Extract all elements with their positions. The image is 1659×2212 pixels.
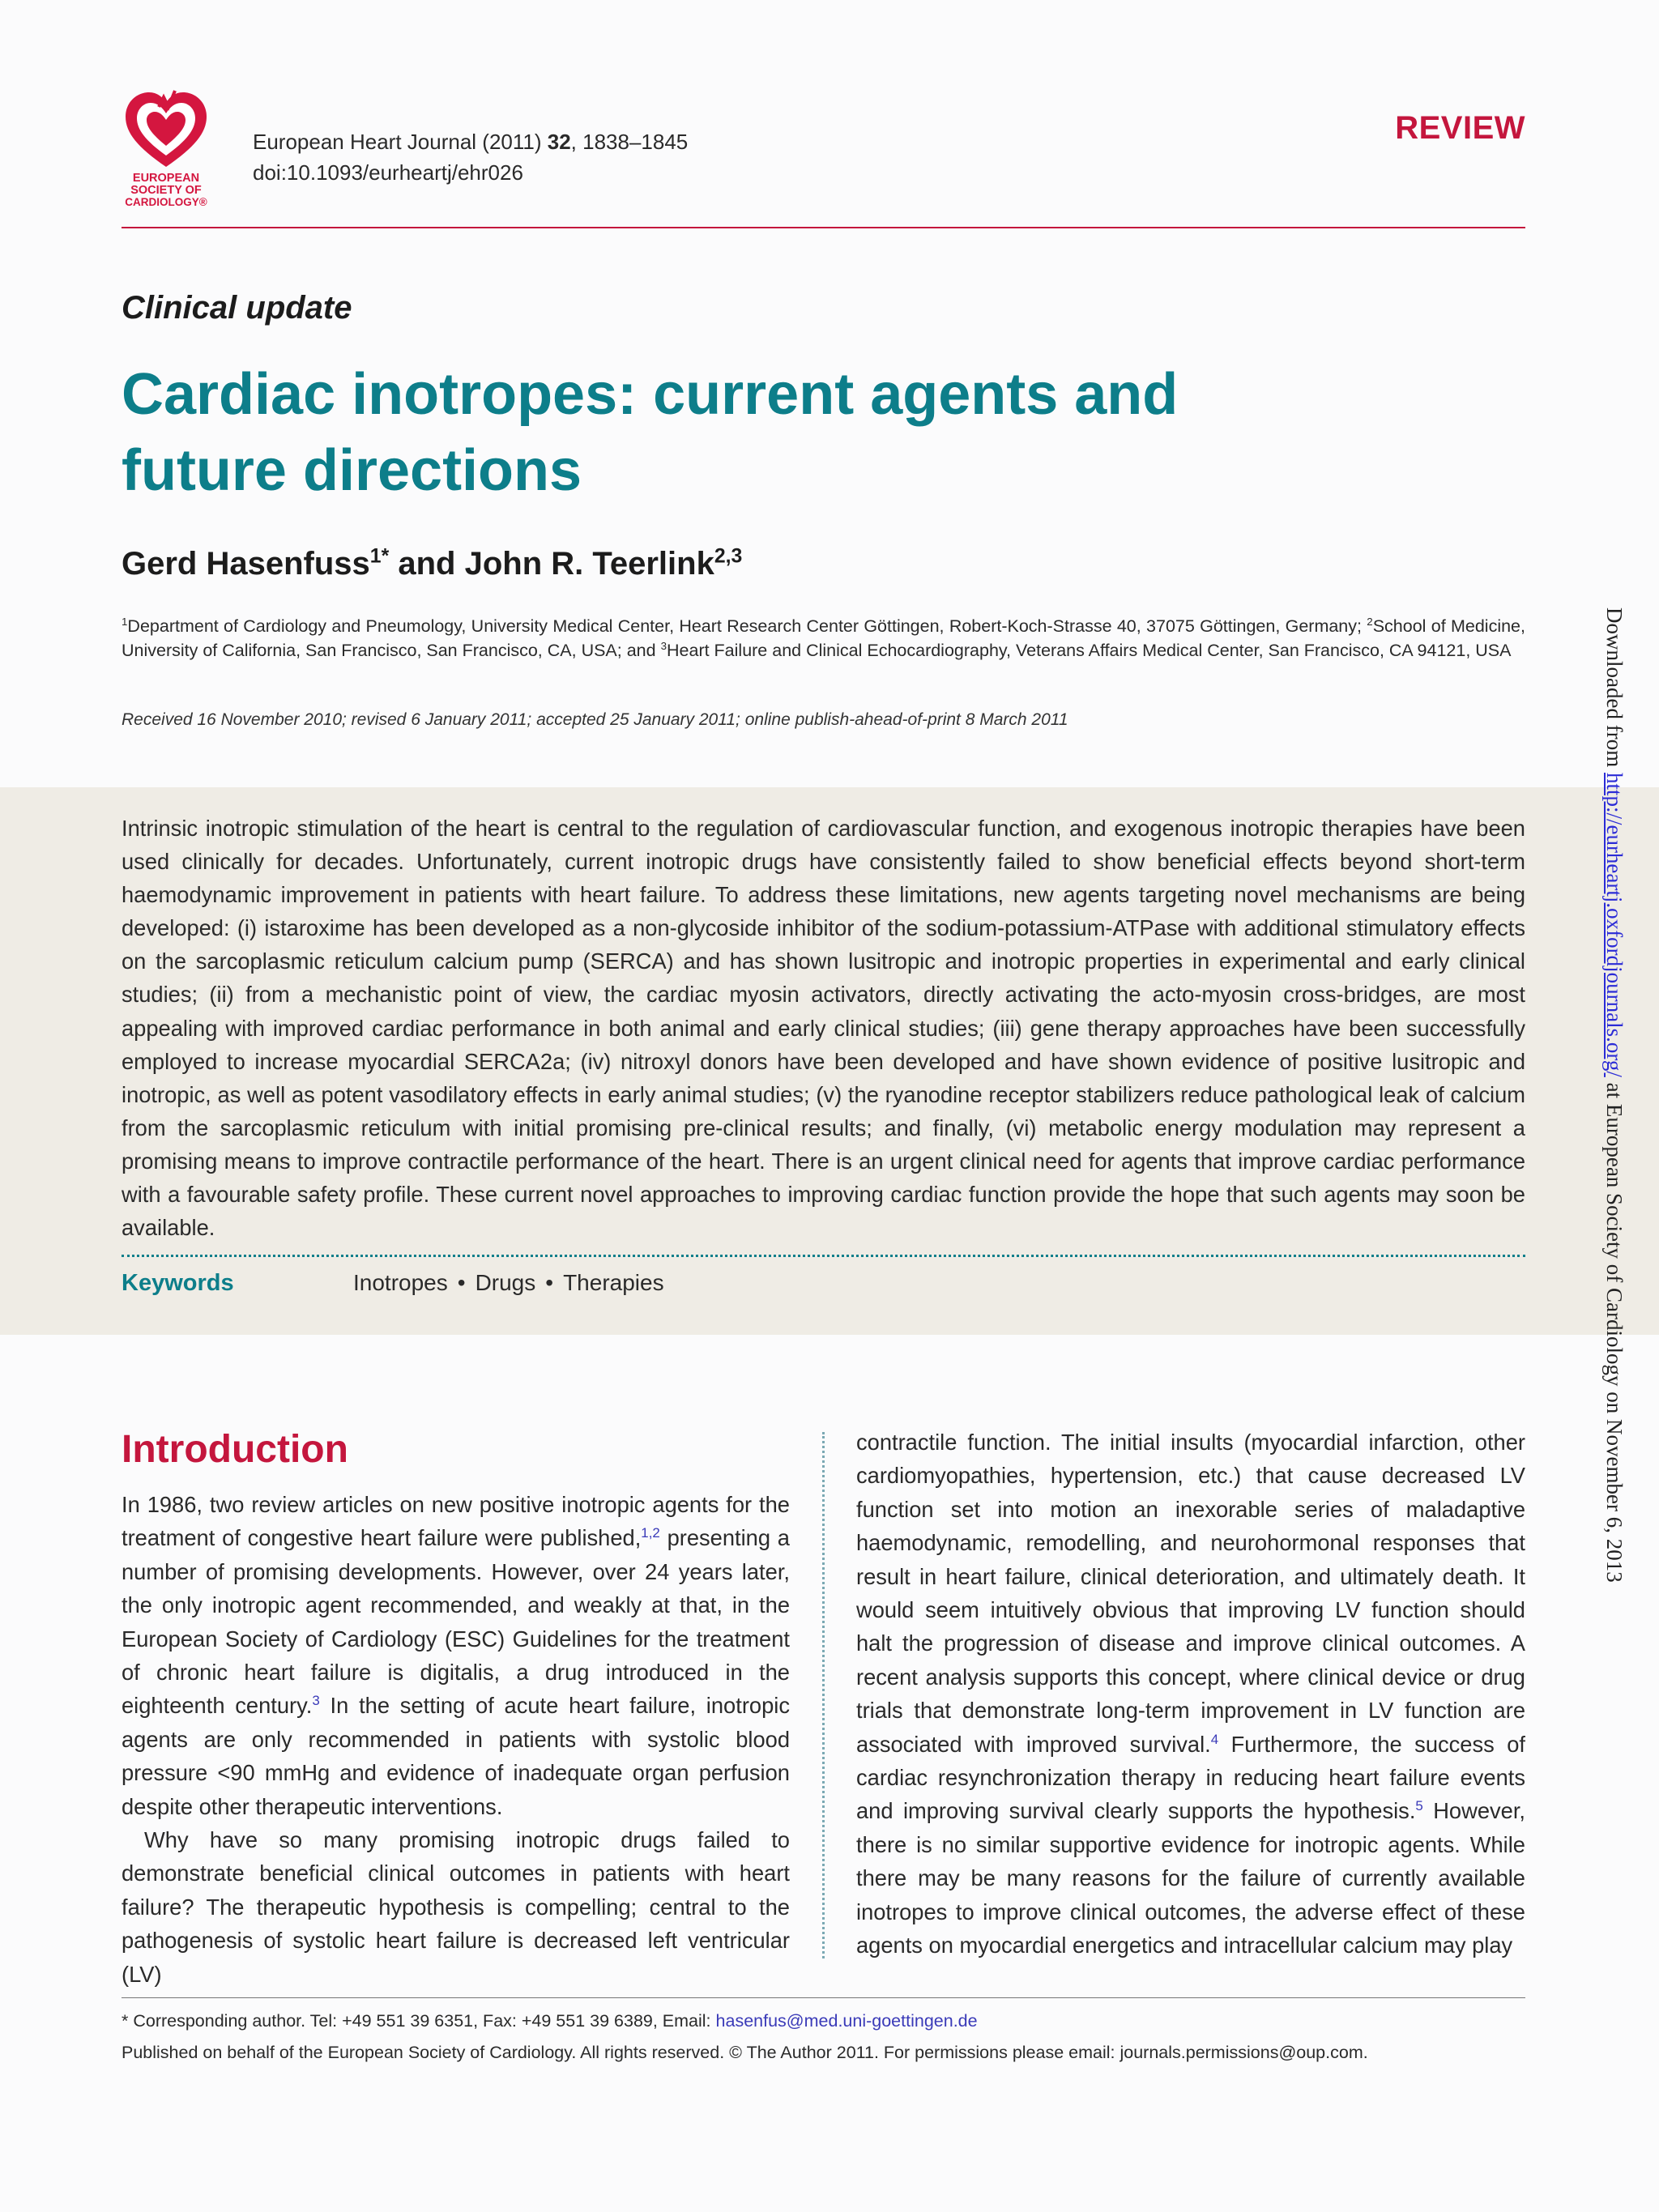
affiliation-2: School of Medicine, University of California, San Francisco, San Francisco, CA, USA; and (122, 616, 1525, 660)
bullet-icon: • (457, 1270, 466, 1295)
author-email-link[interactable]: hasenfus@med.uni-goettingen.de (715, 2011, 978, 2031)
corresponding-author-text: * Corresponding author. Tel: +49 551 39 6351, Fax: +49 551 39 6389, Email: (122, 2011, 711, 2031)
heart-logo-icon (122, 87, 211, 209)
paragraph-text: In 1986, two review articles on new positive inotropic agents for the treatment of congestive heart failure were published, (122, 1492, 790, 1551)
paragraph-text: However, there is no similar supportive evidence for inotropic agents. While there may be many reasons for the failure of currently available inotropes to improve clinical outcomes, the adverse effect of these agents on myocardial energetics and intracellular calcium may play (856, 1798, 1525, 1958)
logo-text-3: CARDIOLOGY® (125, 196, 207, 208)
author-joiner: and (398, 546, 456, 582)
logo-text-2: SOCIETY OF (130, 184, 202, 197)
header-divider (122, 227, 1525, 228)
affil-sup-1: 1 (122, 615, 128, 628)
keywords-label: Keywords (122, 1270, 234, 1296)
footnote-divider (122, 1997, 1525, 1998)
introduction-heading: Introduction (122, 1428, 348, 1471)
journal-pages: 1838–1845 (582, 130, 689, 154)
paragraph-text: presenting a number of promising developments. However, over 24 years later, the only inotropic agent recommended, and weakly at that, in the European Society of Cardiology (ESC) Guidelines for the treatment of chronic heart failure is digitalis, a drug introduced in the eighteenth century. (122, 1525, 790, 1719)
citation-ref[interactable]: 4 (1210, 1731, 1219, 1747)
affiliation-1: Department of Cardiology and Pneumology, University Medical Center, Heart Research Center Göttingen, Robert-Koch-Strasse 40, 37075 Göttingen, Germany; (127, 616, 1362, 636)
download-suffix: at European Society of Cardiology on November 6, 2013 (1602, 1082, 1627, 1583)
journal-volume: 32 (547, 130, 571, 154)
author-1-sup: 1* (369, 545, 390, 568)
author-2-sup: 2,3 (714, 545, 743, 568)
corresponding-author-note (122, 2009, 978, 2033)
paragraph (856, 1426, 1525, 1963)
journal-name: European Heart Journal (2011) (253, 130, 542, 154)
left-column (122, 1488, 790, 1991)
authors (122, 546, 742, 582)
download-prefix: Downloaded from (1602, 607, 1627, 768)
paragraph-text: contractile function. The initial insults (myocardial infarction, other cardiomyopathies, hypertension, etc.) that cause decreased LV function set into motion an inexorable series of maladaptive haemodynamic, remodelling, and neurohormonal responses that result in heart failure, clinical deterioration, and ultimately death. It would seem intuitively obvious that improving LV function should halt the progression of disease and improve clinical outcomes. A recent analysis supports this concept, where clinical device or drug trials that demonstrate long-term improvement in LV function are associated with improved survival. (856, 1430, 1525, 1757)
keyword: Drugs (475, 1270, 536, 1295)
affil-sup-2: 2 (1367, 615, 1373, 628)
paragraph (122, 1488, 790, 1823)
article-title: Cardiac inotropes: current agents and future directions (122, 362, 1179, 503)
affil-sup-3: 3 (660, 639, 667, 652)
journal-citation: European Heart Journal (2011) 32, 1838–1845 (253, 130, 689, 154)
paragraph: Why have so many promising inotropic drugs failed to demonstrate beneficial clinical outcomes in patients with heart failure? The therapeutic hypothesis is compelling; central to the pathogenesis of systolic heart failure is decreased left ventricular (LV) (122, 1827, 790, 1987)
logo-text-1: EUROPEAN (132, 172, 200, 185)
esc-logo (122, 87, 211, 209)
citation-ref[interactable]: 1,2 (641, 1525, 660, 1541)
citation-ref[interactable]: 3 (312, 1693, 320, 1709)
download-link[interactable]: http://eurheartj.oxfordjournals.org/ (1602, 772, 1627, 1077)
publication-note: Published on behalf of the European Society of Cardiology. All rights reserved. © The Author 2011. For permissions please email: journals.permissions@oup.com. (122, 2043, 1368, 2062)
right-column (856, 1426, 1525, 1963)
article-type-label: REVIEW (1395, 110, 1525, 146)
column-divider (822, 1432, 825, 1958)
doi: doi:10.1093/eurheartj/ehr026 (253, 160, 523, 185)
received-dates: Received 16 November 2010; revised 6 January 2011; accepted 25 January 2011; online publish-ahead-of-print 8 March 2011 (122, 710, 1068, 729)
download-watermark (1601, 607, 1627, 1583)
paragraph-text: Furthermore, the success of cardiac resynchronization therapy in reducing heart failure events and improving survival clearly supports the hypothesis. (856, 1731, 1525, 1824)
bullet-icon: • (545, 1270, 554, 1295)
keyword: Therapies (563, 1270, 664, 1295)
abstract-text: Intrinsic inotropic stimulation of the heart is central to the regulation of cardiovascular function, and exogenous inotropic therapies have been used clinically for decades. Unfortunately, current inotropic drugs have consistently failed to show beneficial effects beyond short-term haemodynamic improvement in patients with heart failure. To address these limitations, new agents targeting novel mechanisms are being developed: (i) istaroxime has been developed as a non-glycoside inhibitor of the sodium-potassium-ATPase with additional stimulatory effects on the sarcoplasmic reticulum calcium pump (SERCA) and has shown lusitropic and inotropic properties in experimental and early clinical studies; (ii) from a mechanistic point of view, the cardiac myosin activators, directly activating the acto-myosin cross-bridges, are most appealing with improved cardiac performance in both animal and early clinical studies; (iii) gene therapy approaches have been successfully employed to increase myocardial SERCA2a; (iv) nitroxyl donors have been developed and have shown evidence of positive lusitropic and inotropic, as well as potent vasodilatory effects in early animal studies; (v) the ryanodine receptor stabilizers reduce pathological leak of calcium from the sarcoplasmic reticulum with initial promising pre-clinical results; and finally, (vi) metabolic energy modulation may represent a promising means to improve contractile performance of the heart. There is an urgent clinical need for agents that improve cardiac performance with a favourable safety profile. These current novel approaches to improving cardiac function provide the hope that such agents may soon be available. (122, 816, 1525, 1241)
author-1: Gerd Hasenfuss (122, 546, 370, 582)
abstract-divider (122, 1255, 1525, 1257)
citation-ref[interactable]: 5 (1415, 1798, 1423, 1814)
affiliations (122, 614, 1525, 663)
keywords-list (353, 1270, 664, 1296)
keyword: Inotropes (353, 1270, 448, 1295)
paragraph-text: In the setting of acute heart failure, inotropic agents are only recommended in patients with systolic blood pressure <90 mmHg and evidence of inadequate organ perfusion despite other therapeutic interventions. (122, 1693, 790, 1819)
author-2: John R. Teerlink (464, 546, 714, 582)
section-label: Clinical update (122, 290, 352, 326)
affiliation-3: Heart Failure and Clinical Echocardiography, Veterans Affairs Medical Center, San Francisco, CA 94121, USA (667, 641, 1512, 660)
